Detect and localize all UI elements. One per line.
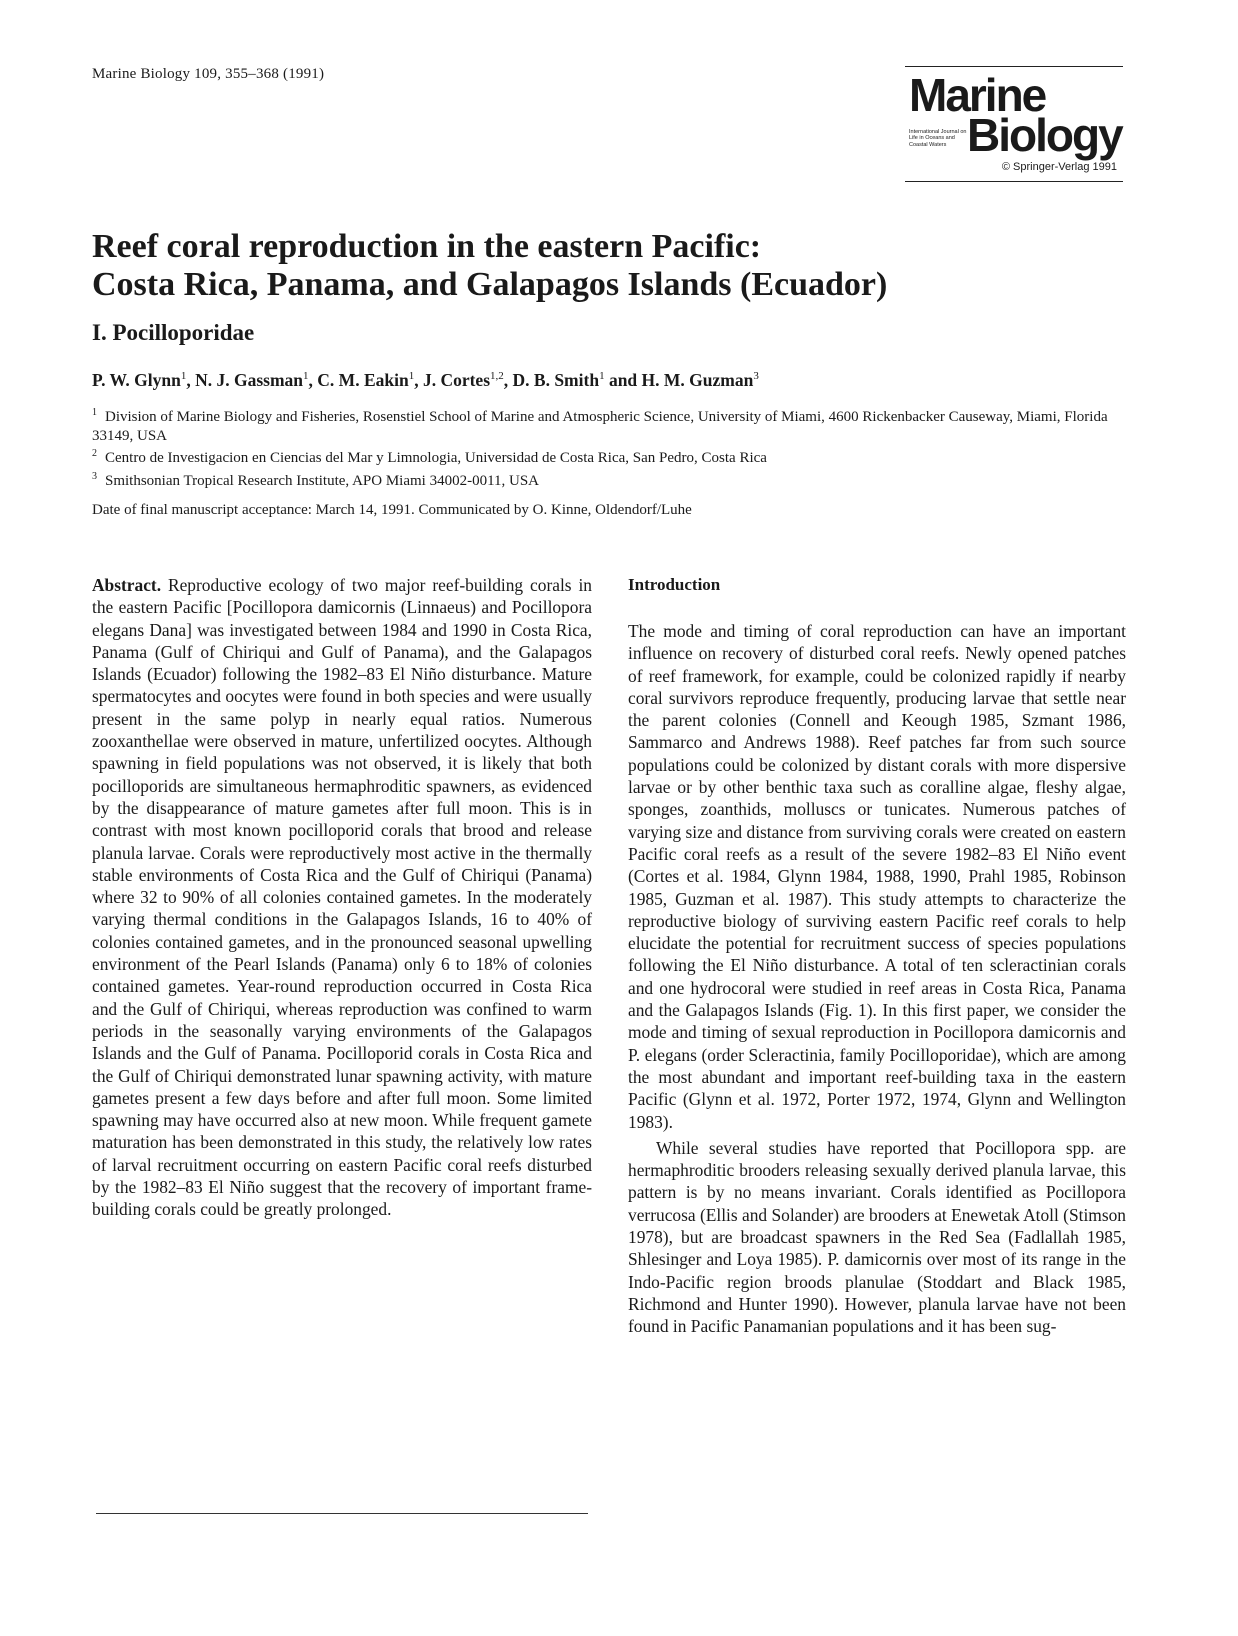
author-separator: , xyxy=(308,370,318,390)
introduction-paragraph-2: While several studies have reported that Pocillopora spp. are hermaphroditic brooders releasing sexually derived planula larvae, this pattern is by no means invariant. Corals identified as Pocillopora verrucosa (Ellis and Solander) are brooders at Enewetak Atoll (Stimson 1978), but are broadcast spawners in the Red Sea (Fadlallah 1985, Shlesinger and Loya 1985). P. damicornis over most of its range in the Indo-Pacific region broods planulae (Stoddart and Black 1985, Richmond and Hunter 1990). However, planula larvae have not been found in Pacific Panamanian populations and it has been sug- xyxy=(628,1137,1126,1337)
logo-tagline: International Journal on Life in Oceans and Coastal Waters xyxy=(909,128,967,148)
manuscript-dates: Date of final manuscript acceptance: March 14, 1991. Communicated by O. Kinne, Oldendorf/Luhe xyxy=(92,502,692,518)
introduction-heading: Introduction xyxy=(628,575,721,594)
author-name: P. W. Glynn xyxy=(92,370,181,390)
abstract-label: Abstract. xyxy=(92,575,162,595)
affiliation-item xyxy=(92,468,1132,491)
logo-bottom-rule xyxy=(905,181,1123,182)
affiliation-list xyxy=(92,404,1132,490)
author-affiliation-mark: 1 xyxy=(599,370,605,383)
author-list xyxy=(92,370,759,391)
copyright-notice: © Springer-Verlag 1991 xyxy=(1001,161,1117,173)
affiliation-number: 3 xyxy=(92,470,97,482)
affiliation-text: Centro de Investigacion en Ciencias del Mar y Limnologia, Universidad de Costa Rica, San Pedro, Costa Rica xyxy=(105,450,767,466)
affiliation-item xyxy=(92,404,1132,445)
author-separator: , xyxy=(503,370,513,390)
logo-word-marine: Marine xyxy=(909,69,1046,121)
author-separator: , xyxy=(186,370,196,390)
author-affiliation-mark: 1,2 xyxy=(490,370,504,383)
article-title xyxy=(92,228,887,304)
author-name: H. M. Guzman xyxy=(641,370,754,390)
introduction-column xyxy=(628,574,1126,1338)
affiliation-text: Smithsonian Tropical Research Institute, APO Miami 34002-0011, USA xyxy=(105,472,540,489)
affiliation-text: Division of Marine Biology and Fisheries, Rosenstiel School of Marine and Atmospheric Science, University of Miami, 4600 Rickenbacker Causeway, Miami, Florida 33149, USA xyxy=(92,409,1108,444)
affiliation-number: 2 xyxy=(92,448,97,459)
abstract-column xyxy=(92,574,592,1221)
journal-citation: Marine Biology 109, 355–368 (1991) xyxy=(92,66,325,82)
author-affiliation-mark: 3 xyxy=(753,370,759,383)
author-affiliation-mark: 1 xyxy=(408,370,415,383)
logo-word-biology: Biology xyxy=(967,109,1122,161)
author-name: N. J. Gassman xyxy=(195,370,304,390)
article-subtitle: I. Pocilloporidae xyxy=(92,320,255,345)
footnote-rule xyxy=(96,1513,588,1514)
author-affiliation-mark: 1 xyxy=(180,370,187,383)
logo-top-rule xyxy=(905,66,1123,67)
author-affiliation-mark: 1 xyxy=(303,370,309,383)
title-line-1: Reef coral reproduction in the eastern Pacific: xyxy=(92,228,762,265)
journal-logo xyxy=(905,66,1123,182)
author-name: C. M. Eakin xyxy=(317,370,409,390)
introduction-paragraph-1: The mode and timing of coral reproduction can have an important influence on recovery of disturbed coral reefs. Newly opened patches of reef framework, for example, could be colonized rapidly if nearby coral survivors reproduce frequently, producing larvae that settle near the parent colonies (Connell and Keough 1985, Szmant 1986, Sammarco and Andrews 1988). Reef patches far from such source populations could be colonized by distant corals with more dispersive larvae or by other benthic taxa such as coralline algae, fleshy algae, sponges, zoanthids, molluscs or tunicates. Numerous patches of varying size and distance from surviving corals were created on eastern Pacific coral reefs as a result of the severe 1982–83 El Niño event (Cortes et al. 1984, Glynn 1984, 1988, 1990, Prahl 1985, Robinson 1985, Guzman et al. 1987). This study attempts to characterize the reproductive biology of surviving eastern Pacific reef corals to help elucidate the potential for recruitment success of species populations following the El Niño disturbance. A total of ten scleractinian corals and one hydrocoral were studied in reef areas in Costa Rica, Panama and the Galapagos Islands (Fig. 1). In this first paper, we consider the mode and timing of sexual reproduction in Pocillopora damicornis and P. elegans (order Scleractinia, family Pocilloporidae), which are among the most abundant and important reef-building taxa in the eastern Pacific (Glynn et al. 1972, Porter 1972, 1974, Glynn and Wellington 1983). xyxy=(628,621,1126,1132)
affiliation-number: 1 xyxy=(92,407,97,418)
abstract-text: Reproductive ecology of two major reef-building corals in the eastern Pacific [Pocillopora damicornis (Linnaeus) and Pocillopora elegans Dana] was investigated between 1984 and 1990 in Costa Rica, Panama (Gulf of Chiriqui and Gulf of Panama), and the Galapagos Islands (Ecuador) following the 1982–83 El Niño disturbance. Mature spermatocytes and oocytes were found in both species and were usually present in the same polyp in nearly equal ratios. Numerous zooxanthellae were observed in mature, unfertilized oocytes. Although spawning in field populations was not observed, it is likely that both pocilloporids are simultaneous hermaphroditic spawners, as evidenced by the disappearance of mature gametes after full moon. This is in contrast with most known pocilloporid corals that brood and release planula larvae. Corals were reproductively most active in the thermally stable environments of Costa Rica and the Gulf of Chiriqui (Panama) where 32 to 90% of all colonies contained gametes. In the moderately varying thermal conditions in the Galapagos Islands, 16 to 40% of colonies contained gametes, and in the pronounced seasonal upwelling environment of the Pearl Islands (Panama) only 6 to 18% of colonies contained gametes. Year-round reproduction occurred in Costa Rica and the Gulf of Chiriqui, whereas reproduction was confined to warm periods in the seasonally varying environments of the Galapagos Islands and the Gulf of Panama. Pocilloporid corals in Costa Rica and the Gulf of Chiriqui demonstrated lunar spawning activity, with mature gametes present a few days before and after full moon. Some limited spawning may have occurred also at new moon. While frequent gamete maturation has been demonstrated in this study, the relatively low rates of larval recruitment occurring on eastern Pacific coral reefs disturbed by the 1982–83 El Niño suggest that the recovery of important frame-building corals could be greatly prolonged. xyxy=(92,575,592,1220)
author-name: J. Cortes xyxy=(422,370,491,390)
author-separator: and xyxy=(604,370,642,390)
title-line-2: Costa Rica, Panama, and Galapagos Islands (Ecuador) xyxy=(92,266,888,303)
affiliation-item xyxy=(92,445,1132,468)
author-separator: , xyxy=(414,370,423,390)
author-name: D. B. Smith xyxy=(512,370,600,390)
abstract-paragraph xyxy=(92,574,592,1221)
